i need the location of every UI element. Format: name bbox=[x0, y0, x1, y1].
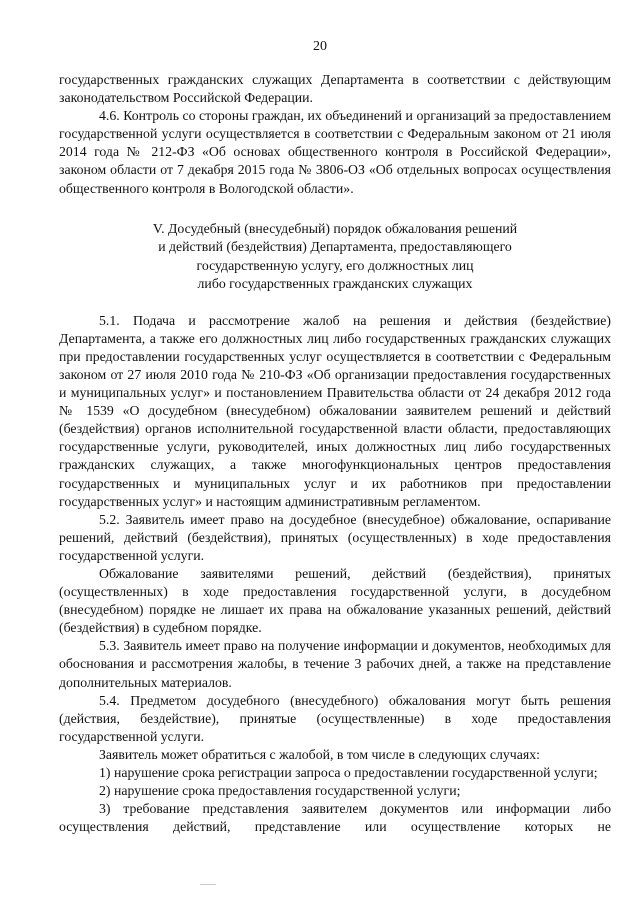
paragraph-continuation: государственных гражданских служащих Департамента в соответствии с действующим законодательством Российской Федерации. bbox=[59, 72, 611, 106]
list-item-1: 1) нарушение срока регистрации запроса о предоставлении государственной услуги; bbox=[99, 765, 598, 780]
paragraph-5-3: 5.3. Заявитель имеет право на получение информации и документов, необходимых для обоснования и рассмотрения жалобы, в течение 3 рабочих дней, а также на представление дополнительных материалов. bbox=[59, 638, 611, 690]
section-v-heading bbox=[59, 220, 611, 294]
list-item-3: 3) требование представления заявителем документов или информации либо осуществления действий, представление или осуществление которых не bbox=[59, 801, 611, 835]
paragraph-5-2: 5.2. Заявитель имеет право на досудебное (внесудебное) обжалование, оспаривание решений, действий (бездействия), принятых (осуществленных) в ходе предоставления государственной услуги. bbox=[59, 511, 611, 563]
document-body bbox=[59, 71, 611, 836]
section-title-line: и действий (бездействия) Департамента, предоставляющего bbox=[158, 239, 512, 255]
section-title-line: V. Досудебный (внесудебный) порядок обжалования решений bbox=[152, 220, 518, 236]
section-title-line: государственную услугу, его должностных лиц bbox=[196, 257, 474, 273]
section-title-line: либо государственных гражданских служащих bbox=[197, 276, 473, 292]
scan-artifact bbox=[200, 884, 216, 885]
paragraph-appeal-rights: Обжалование заявителями решений, действий (бездействия), принятых (осуществленных) в ходе предоставления государственной услуги, в досудебном (внесудебном) порядке не лишает их права на обжалование указанных решений, действий (бездействия) в судебном порядке. bbox=[59, 565, 611, 636]
page-number: 20 bbox=[313, 39, 327, 54]
paragraph-cases-intro: Заявитель может обратиться с жалобой, в том числе в следующих случаях: bbox=[99, 746, 540, 762]
list-item-2: 2) нарушение срока предоставления государственной услуги; bbox=[99, 783, 461, 799]
paragraph-4-6: 4.6. Контроль со стороны граждан, их объединений и организаций за предоставлением государственной услуги осуществляется в соответствии с Федеральным законом от 21 июля 2014 года № 212-ФЗ «Об основах общественного контроля в Российской Федерации», законом области от 7 декабря 2015 года № 3806-ОЗ «Об отдельных вопросах осуществления общественного контроля в Вологодской области». bbox=[59, 108, 611, 196]
paragraph-5-4: 5.4. Предметом досудебного (внесудебного) обжалования могут быть решения (действия, бездействие), принятые (осуществленные) в ходе предоставления государственной услуги. bbox=[59, 692, 611, 744]
paragraph-5-1: 5.1. Подача и рассмотрение жалоб на решения и действия (бездействие) Департамента, а также его должностных лиц либо государственных гражданских служащих при предоставлении государственных услуг осуществляется в соответствии с Федеральным законом от 27 июля 2010 года № 210-ФЗ «Об организации предоставления государственных и муниципальных услуг» и постановлением Правительства области от 24 декабря 2012 года № 1539 «О досудебном (внесудебном) обжаловании заявителем решений и действий (бездействия) органов исполнительной государственной власти области, предоставляющих государственные услуги, руководителей, иных должностных лиц либо государственных гражданских служащих, а также многофункциональных центров предоставления государственных и муниципальных услуг и их работников при предоставлении государственных услуг» и настоящим административным регламентом. bbox=[59, 312, 611, 509]
